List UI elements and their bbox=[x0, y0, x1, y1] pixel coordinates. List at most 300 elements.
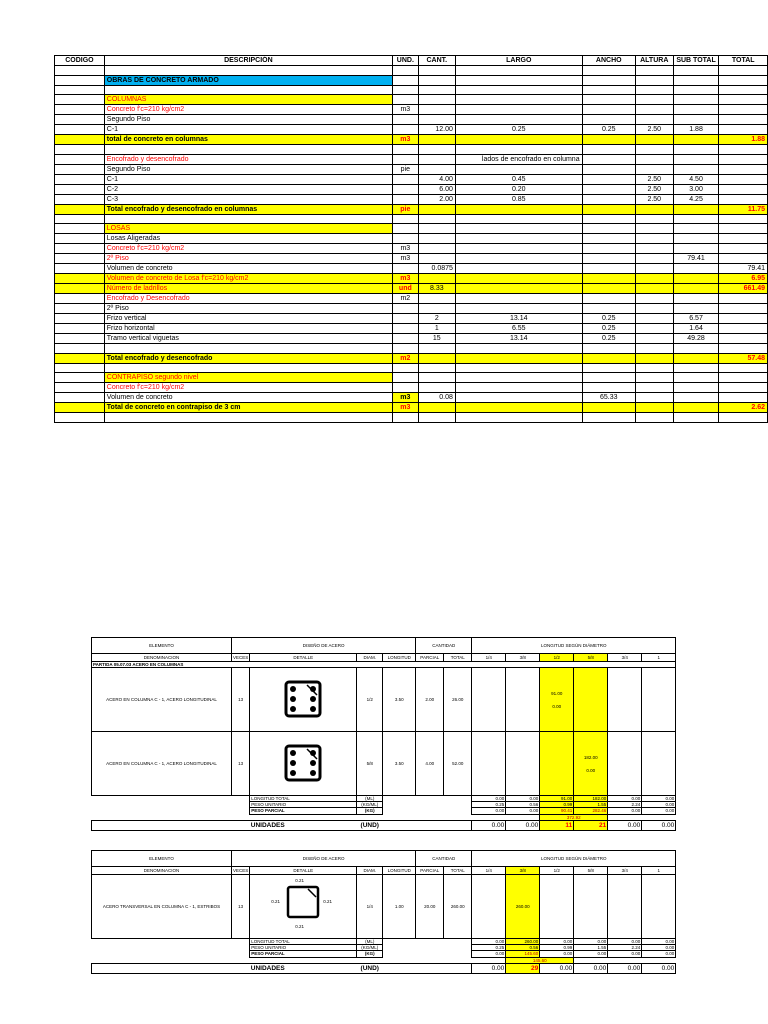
description-cell: 2º Piso bbox=[104, 254, 392, 264]
pp-value: 0.00 bbox=[642, 808, 676, 814]
altura-cell bbox=[635, 204, 673, 214]
dim-left: 0.21 bbox=[271, 898, 281, 904]
header-diseno: DISEÑO DE ACERO bbox=[232, 851, 416, 867]
diam-1-2: 1/2 bbox=[540, 654, 574, 662]
description-cell: Frizo vertical bbox=[104, 314, 392, 324]
ancho-cell bbox=[582, 344, 635, 354]
row-name: ACERO EN COLUMNA C - 1, ACERO LONGITUDINAL bbox=[92, 668, 232, 732]
description-cell: Volumen de concreto bbox=[104, 264, 392, 274]
largo-cell bbox=[455, 224, 582, 234]
cant-cell bbox=[418, 344, 455, 354]
u-cell bbox=[392, 95, 418, 105]
u-cell: pie bbox=[392, 204, 418, 214]
pp-value: 90.41 bbox=[540, 808, 574, 814]
altura-cell bbox=[635, 234, 673, 244]
description-cell: Concreto f'c=210 kg/cm2 bbox=[104, 105, 392, 115]
u-cell bbox=[392, 344, 418, 354]
row-parcial: 4.00 bbox=[416, 732, 444, 796]
row-diam: 5/8 bbox=[357, 732, 383, 796]
weight-sum: 372.92 bbox=[540, 814, 608, 820]
column-section-icon bbox=[283, 743, 323, 783]
table-row bbox=[55, 403, 768, 413]
sub-cell bbox=[673, 284, 719, 294]
table-row bbox=[55, 184, 768, 194]
ancho-cell bbox=[582, 115, 635, 125]
altura-cell bbox=[635, 95, 673, 105]
code-cell bbox=[55, 284, 105, 294]
cant-cell: 1 bbox=[418, 324, 455, 334]
total-cell bbox=[719, 383, 768, 393]
pp-value: 0.00 bbox=[608, 808, 642, 814]
description-cell bbox=[104, 214, 392, 224]
units-value: 0.00 bbox=[642, 820, 676, 830]
largo-cell bbox=[455, 373, 582, 383]
header-detalle: DETALLE bbox=[250, 867, 357, 875]
units-label: UNIDADES bbox=[250, 820, 357, 830]
header-diam: DIAM. bbox=[357, 867, 383, 875]
total-cell bbox=[719, 115, 768, 125]
u-cell bbox=[392, 145, 418, 155]
description-cell: Concreto f'c=210 kg/cm2 bbox=[104, 383, 392, 393]
ancho-cell bbox=[582, 75, 635, 85]
partida-label: PARTIDA 05.07.03 ACERO EN COLUMNAS bbox=[92, 662, 676, 668]
ancho-cell bbox=[582, 95, 635, 105]
u-cell: m3 bbox=[392, 403, 418, 413]
units-value: 29 bbox=[506, 963, 540, 973]
diam-3-8: 3/8 bbox=[506, 867, 540, 875]
lt-value: 91.00 bbox=[540, 796, 574, 802]
code-cell bbox=[55, 383, 105, 393]
units-value: 0.00 bbox=[472, 820, 506, 830]
total-cell bbox=[719, 214, 768, 224]
largo-cell bbox=[455, 353, 582, 363]
total-cell bbox=[719, 184, 768, 194]
total-cell bbox=[719, 224, 768, 234]
u-cell bbox=[392, 373, 418, 383]
ancho-cell bbox=[582, 204, 635, 214]
cant-cell bbox=[418, 294, 455, 304]
total-cell bbox=[719, 304, 768, 314]
sub-cell bbox=[673, 145, 719, 155]
diam-1: 1 bbox=[642, 867, 676, 875]
table-row bbox=[55, 105, 768, 115]
altura-cell bbox=[635, 284, 673, 294]
ancho-cell bbox=[582, 184, 635, 194]
total-cell bbox=[719, 154, 768, 164]
cant-cell: 6.00 bbox=[418, 184, 455, 194]
code-cell bbox=[55, 244, 105, 254]
row-value-1: 260.00 bbox=[506, 875, 540, 939]
sub-cell bbox=[673, 66, 719, 76]
sub-cell bbox=[673, 214, 719, 224]
code-cell bbox=[55, 294, 105, 304]
ancho-cell: 0.25 bbox=[582, 324, 635, 334]
ancho-cell bbox=[582, 105, 635, 115]
cant-cell bbox=[418, 413, 455, 423]
description-cell: Losas Aligeradas bbox=[104, 234, 392, 244]
largo-cell bbox=[455, 304, 582, 314]
sub-cell bbox=[673, 224, 719, 234]
pu-unit: (KG/ML) bbox=[357, 945, 383, 951]
sub-cell: 3.00 bbox=[673, 184, 719, 194]
total-cell bbox=[719, 66, 768, 76]
table-row bbox=[55, 254, 768, 264]
cant-cell bbox=[418, 304, 455, 314]
header-denominacion: DENOMINACION bbox=[92, 654, 232, 662]
table-row bbox=[55, 115, 768, 125]
weight-sum: 145.60 bbox=[506, 957, 574, 963]
code-cell bbox=[55, 135, 105, 145]
pu-value: 0.56 bbox=[506, 802, 540, 808]
cant-cell bbox=[418, 105, 455, 115]
table-row bbox=[55, 234, 768, 244]
altura-cell: 2.50 bbox=[635, 125, 673, 135]
description-cell: Segundo Piso bbox=[104, 115, 392, 125]
code-cell bbox=[55, 66, 105, 76]
table-row bbox=[55, 224, 768, 234]
header-parcial: PARCIAL bbox=[416, 654, 444, 662]
ancho-cell bbox=[582, 304, 635, 314]
header-total: TOTAL bbox=[444, 654, 472, 662]
sub-cell bbox=[673, 304, 719, 314]
altura-cell bbox=[635, 274, 673, 284]
code-cell bbox=[55, 115, 105, 125]
altura-cell bbox=[635, 224, 673, 234]
units-value: 0.00 bbox=[642, 963, 676, 973]
code-cell bbox=[55, 75, 105, 85]
ancho-cell bbox=[582, 294, 635, 304]
table-row bbox=[55, 284, 768, 294]
largo-cell: 13.14 bbox=[455, 334, 582, 344]
code-cell bbox=[55, 304, 105, 314]
description-cell: Frizo horizontal bbox=[104, 324, 392, 334]
column-header: TOTAL bbox=[719, 56, 768, 66]
description-cell bbox=[104, 145, 392, 155]
u-cell bbox=[392, 383, 418, 393]
note-cell: lados de encofrado en columna bbox=[455, 154, 582, 164]
description-cell: C-1 bbox=[104, 125, 392, 135]
altura-cell bbox=[635, 244, 673, 254]
u-cell bbox=[392, 75, 418, 85]
code-cell bbox=[55, 125, 105, 135]
row-long: 3.50 bbox=[383, 732, 416, 796]
column-header: CODIGO bbox=[55, 56, 105, 66]
diam-1: 1 bbox=[642, 654, 676, 662]
pu-value: 0.25 bbox=[472, 945, 506, 951]
pu-label: PESO UNITARIO bbox=[250, 802, 357, 808]
cant-cell bbox=[418, 95, 455, 105]
description-cell bbox=[104, 85, 392, 95]
row-value-1: 182.00 bbox=[583, 754, 598, 760]
table-row bbox=[55, 154, 768, 164]
pu-value: 1.55 bbox=[574, 945, 608, 951]
code-cell bbox=[55, 95, 105, 105]
total-cell bbox=[719, 234, 768, 244]
code-cell bbox=[55, 105, 105, 115]
pp-value: 282.46 bbox=[574, 808, 608, 814]
row-diam: 1/2 bbox=[357, 668, 383, 732]
u-cell bbox=[392, 224, 418, 234]
units-value: 0.00 bbox=[506, 820, 540, 830]
altura-cell bbox=[635, 393, 673, 403]
largo-cell bbox=[455, 254, 582, 264]
largo-cell: 13.14 bbox=[455, 314, 582, 324]
description-cell: Total de concreto en contrapiso de 3 cm bbox=[104, 403, 392, 413]
u-cell bbox=[392, 314, 418, 324]
altura-cell bbox=[635, 85, 673, 95]
total-cell bbox=[719, 344, 768, 354]
altura-cell: 2.50 bbox=[635, 184, 673, 194]
lt-value: 0.00 bbox=[608, 939, 642, 945]
altura-cell bbox=[635, 154, 673, 164]
u-cell bbox=[392, 334, 418, 344]
code-cell bbox=[55, 174, 105, 184]
altura-cell bbox=[635, 403, 673, 413]
total-cell bbox=[719, 373, 768, 383]
units-unit: (UND) bbox=[357, 963, 383, 973]
cant-cell bbox=[418, 214, 455, 224]
header-diam: DIAM. bbox=[357, 654, 383, 662]
row-value-1: 91.00 bbox=[551, 690, 563, 696]
total-cell: 79.41 bbox=[719, 264, 768, 274]
u-cell bbox=[392, 234, 418, 244]
row-veces: 13 bbox=[232, 732, 250, 796]
lt-value: 0.00 bbox=[472, 796, 506, 802]
total-cell bbox=[719, 294, 768, 304]
row-veces: 13 bbox=[232, 668, 250, 732]
largo-cell bbox=[455, 294, 582, 304]
column-header: CANT. bbox=[418, 56, 455, 66]
total-cell bbox=[719, 85, 768, 95]
table-row bbox=[55, 363, 768, 373]
code-cell bbox=[55, 194, 105, 204]
description-cell: Número de ladrillos bbox=[104, 284, 392, 294]
altura-cell bbox=[635, 145, 673, 155]
code-cell bbox=[55, 145, 105, 155]
row-veces: 13 bbox=[232, 875, 250, 939]
code-cell bbox=[55, 344, 105, 354]
lt-label: LONGITUD TOTAL bbox=[250, 796, 357, 802]
u-cell: m3 bbox=[392, 393, 418, 403]
description-cell bbox=[104, 363, 392, 373]
altura-cell bbox=[635, 353, 673, 363]
table-row bbox=[55, 164, 768, 174]
code-cell bbox=[55, 214, 105, 224]
units-label: UNIDADES bbox=[250, 963, 357, 973]
row-diam: 1/4 bbox=[357, 875, 383, 939]
largo-cell bbox=[455, 145, 582, 155]
u-cell: m3 bbox=[392, 105, 418, 115]
largo-cell bbox=[455, 75, 582, 85]
pp-value: 0.00 bbox=[608, 951, 642, 957]
cant-cell bbox=[418, 234, 455, 244]
header-detalle: DETALLE bbox=[250, 654, 357, 662]
row-value-2: 0.00 bbox=[586, 767, 596, 773]
cant-cell bbox=[418, 383, 455, 393]
diam-1-4: 1/4 bbox=[472, 867, 506, 875]
altura-cell bbox=[635, 115, 673, 125]
detail-longitudinal-1 bbox=[250, 668, 357, 732]
pu-label: PESO UNITARIO bbox=[250, 945, 357, 951]
code-cell bbox=[55, 274, 105, 284]
dim-bottom: 0.21 bbox=[295, 923, 305, 929]
altura-cell: 2.50 bbox=[635, 194, 673, 204]
code-cell bbox=[55, 314, 105, 324]
header-diseno: DISEÑO DE ACERO bbox=[232, 638, 416, 654]
u-cell bbox=[392, 85, 418, 95]
diam-5-8: 5/8 bbox=[574, 867, 608, 875]
cant-cell bbox=[418, 204, 455, 214]
code-cell bbox=[55, 254, 105, 264]
ancho-cell bbox=[582, 363, 635, 373]
row-long: 3.50 bbox=[383, 668, 416, 732]
pu-value: 0.56 bbox=[506, 945, 540, 951]
sub-cell bbox=[673, 135, 719, 145]
total-cell bbox=[719, 324, 768, 334]
description-cell: 2º Piso bbox=[104, 304, 392, 314]
sub-cell bbox=[673, 75, 719, 85]
lt-value: 0.00 bbox=[506, 796, 540, 802]
total-cell: 661.49 bbox=[719, 284, 768, 294]
pu-value: 0.00 bbox=[642, 802, 676, 808]
header-parcial: PARCIAL bbox=[416, 867, 444, 875]
u-cell: m3 bbox=[392, 135, 418, 145]
header-elemento: ELEMENTO bbox=[92, 851, 232, 867]
table-row bbox=[55, 373, 768, 383]
sub-cell bbox=[673, 274, 719, 284]
total-cell bbox=[719, 95, 768, 105]
table-row bbox=[55, 334, 768, 344]
largo-cell bbox=[455, 234, 582, 244]
total-cell bbox=[719, 413, 768, 423]
pu-value: 0.25 bbox=[472, 802, 506, 808]
total-cell bbox=[719, 194, 768, 204]
altura-cell bbox=[635, 66, 673, 76]
row-value-cell bbox=[574, 732, 608, 796]
total-cell bbox=[719, 363, 768, 373]
table-row bbox=[55, 125, 768, 135]
table-row bbox=[55, 264, 768, 274]
diam-3-4: 3/4 bbox=[608, 654, 642, 662]
sub-cell: 79.41 bbox=[673, 254, 719, 264]
largo-cell: 0.25 bbox=[455, 125, 582, 135]
ancho-cell bbox=[582, 194, 635, 204]
sub-cell bbox=[673, 105, 719, 115]
dim-top: 0.21 bbox=[295, 877, 305, 883]
largo-cell bbox=[455, 363, 582, 373]
code-cell bbox=[55, 85, 105, 95]
largo-cell bbox=[455, 393, 582, 403]
steel-sheet-columns-stirrups bbox=[91, 850, 676, 974]
sub-cell: 49.28 bbox=[673, 334, 719, 344]
table-row bbox=[55, 174, 768, 184]
diam-5-8: 5/8 bbox=[574, 654, 608, 662]
table-row bbox=[55, 214, 768, 224]
lt-value: 0.00 bbox=[642, 796, 676, 802]
detail-stirrup bbox=[250, 875, 357, 939]
total-cell bbox=[719, 125, 768, 135]
description-cell: Segundo Piso bbox=[104, 164, 392, 174]
ancho-cell bbox=[582, 274, 635, 284]
units-value: 21 bbox=[574, 820, 608, 830]
sub-cell bbox=[673, 115, 719, 125]
u-cell: m2 bbox=[392, 353, 418, 363]
altura-cell bbox=[635, 363, 673, 373]
header-elemento: ELEMENTO bbox=[92, 638, 232, 654]
header-longitud: LONGITUD SEGÚN DIÁMETRO bbox=[472, 851, 676, 867]
total-cell bbox=[719, 174, 768, 184]
dim-right: 0.21 bbox=[323, 898, 333, 904]
cant-cell bbox=[418, 353, 455, 363]
pp-value: 0.00 bbox=[642, 951, 676, 957]
u-cell bbox=[392, 264, 418, 274]
pu-value: 2.24 bbox=[608, 802, 642, 808]
largo-cell bbox=[455, 95, 582, 105]
cant-cell: 15 bbox=[418, 334, 455, 344]
code-cell bbox=[55, 204, 105, 214]
cant-cell bbox=[418, 274, 455, 284]
description-cell: Volumen de concreto de Losa f'c=210 kg/cm2 bbox=[104, 274, 392, 284]
sub-cell: 6.57 bbox=[673, 314, 719, 324]
row-total: 26.00 bbox=[444, 668, 472, 732]
ancho-cell bbox=[582, 284, 635, 294]
ancho-cell bbox=[582, 353, 635, 363]
altura-cell bbox=[635, 373, 673, 383]
altura-cell bbox=[635, 164, 673, 174]
altura-cell bbox=[635, 264, 673, 274]
cant-cell bbox=[418, 403, 455, 413]
total-cell: 57.48 bbox=[719, 353, 768, 363]
sub-cell bbox=[673, 363, 719, 373]
u-cell bbox=[392, 363, 418, 373]
total-cell bbox=[719, 105, 768, 115]
units-value: 11 bbox=[540, 820, 574, 830]
code-cell bbox=[55, 403, 105, 413]
units-value: 0.00 bbox=[574, 963, 608, 973]
altura-cell bbox=[635, 75, 673, 85]
description-cell: Volumen de concreto bbox=[104, 393, 392, 403]
diam-3-4: 3/4 bbox=[608, 867, 642, 875]
ancho-cell bbox=[582, 264, 635, 274]
u-cell bbox=[392, 184, 418, 194]
largo-cell bbox=[455, 135, 582, 145]
code-cell bbox=[55, 373, 105, 383]
sub-cell: 4.50 bbox=[673, 174, 719, 184]
description-cell bbox=[104, 413, 392, 423]
sub-cell: 1.64 bbox=[673, 324, 719, 334]
sub-cell bbox=[673, 353, 719, 363]
sub-cell bbox=[673, 95, 719, 105]
table-row bbox=[55, 353, 768, 363]
altura-cell bbox=[635, 135, 673, 145]
header-cantidad: CANTIDAD bbox=[416, 638, 472, 654]
cant-cell bbox=[418, 145, 455, 155]
header-cantidad: CANTIDAD bbox=[416, 851, 472, 867]
u-cell: m3 bbox=[392, 244, 418, 254]
u-cell bbox=[392, 304, 418, 314]
sub-cell bbox=[673, 294, 719, 304]
row-value-2: 0.00 bbox=[552, 703, 562, 709]
u-cell bbox=[392, 413, 418, 423]
units-value: 0.00 bbox=[608, 820, 642, 830]
description-cell: LOSAS bbox=[104, 224, 392, 234]
total-cell bbox=[719, 254, 768, 264]
table-row bbox=[55, 145, 768, 155]
table-row bbox=[55, 383, 768, 393]
table-row bbox=[55, 344, 768, 354]
u-cell: m2 bbox=[392, 294, 418, 304]
ancho-cell bbox=[582, 413, 635, 423]
